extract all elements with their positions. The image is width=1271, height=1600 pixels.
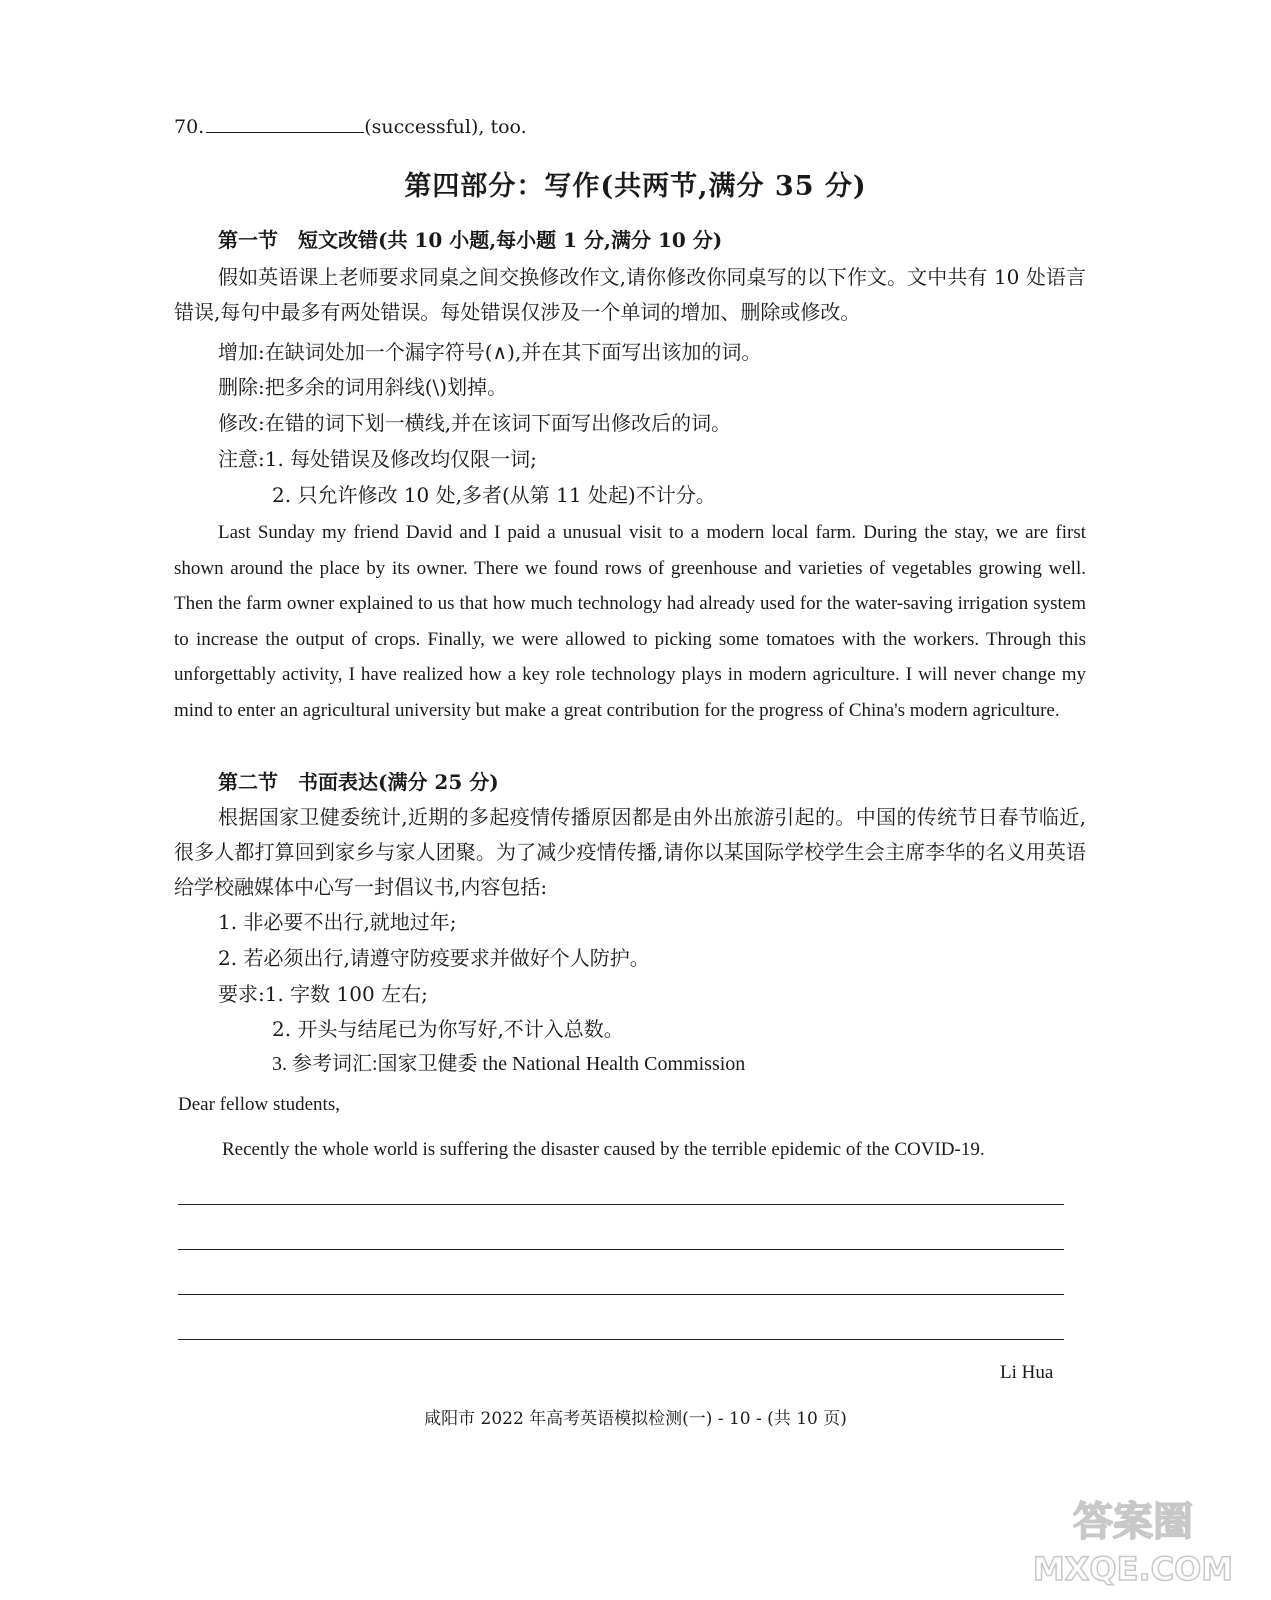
writing-line	[178, 1339, 1064, 1340]
error-correction-passage: Last Sunday my friend David and I paid a unusual visit to a modern local farm. During the stay, we are first shown around the place by its owner. There we found rows of greenhouse and varieties of vegetables growing well. Then the farm owner explained to us that how much technology had already used for the water-saving irrigation system to increase the output of crops. Finally, we were allowed to picking some tomatoes with the workers. Through this unforgettably activity, I have realized how a key role technology plays in modern agriculture. I will never change my mind to enter an agricultural university but make a great contribution for the progress of China's modern agriculture.	[174, 522, 1086, 721]
question-70	[174, 114, 527, 138]
writing-line	[178, 1249, 1064, 1250]
answer-blank	[206, 114, 364, 133]
instruction-modify: 修改:在错的词下划一横线,并在该词下面写出修改后的词。	[218, 411, 732, 435]
content-item-2: 2. 若必须出行,请遵守防疫要求并做好个人防护。	[218, 946, 650, 970]
requirement-2: 2. 开头与结尾已为你写好,不计入总数。	[272, 1017, 624, 1041]
page-footer: 咸阳市 2022 年高考英语模拟检测(一) - 10 - (共 10 页)	[424, 1409, 847, 1429]
opening-sentence: Recently the whole world is suffering the disaster caused by the terrible epidemic of the COVID-19.	[222, 1139, 985, 1160]
salutation: Dear fellow students,	[178, 1094, 340, 1115]
section1-heading: 第一节 短文改错(共 10 小题,每小题 1 分,满分 10 分)	[218, 228, 723, 252]
content-item-1: 1. 非必要不出行,就地过年;	[218, 910, 457, 934]
watermark-top-text: 答案圈	[1073, 1499, 1193, 1545]
requirement-3: 3. 参考词汇:国家卫健委 the National Health Commission	[272, 1053, 746, 1075]
section1-intro: 假如英语课上老师要求同桌之间交换修改作文,请你修改你同桌写的以下作文。文中共有 10 处语言错误,每句中最多有两处错误。每处错误仅涉及一个单词的增加、删除或修改。	[174, 265, 1086, 324]
section2-heading: 第二节 书面表达(满分 25 分)	[218, 770, 499, 794]
watermark-bottom-text: MXQE.COM	[1033, 1550, 1233, 1588]
question-number: 70.	[174, 116, 205, 138]
instruction-add: 增加:在缺词处加一个漏字符号(∧),并在其下面写出该加的词。	[218, 340, 762, 364]
instruction-delete: 删除:把多余的词用斜线(\)划掉。	[218, 375, 508, 399]
note-2: 2. 只允许修改 10 处,多者(从第 11 处起)不计分。	[272, 483, 716, 507]
signature: Li Hua	[1000, 1362, 1054, 1383]
note-1: 注意:1. 每处错误及修改均仅限一词;	[218, 447, 537, 471]
writing-line	[178, 1294, 1064, 1295]
watermark-logo	[1033, 1490, 1233, 1590]
section2-intro: 根据国家卫健委统计,近期的多起疫情传播原因都是由外出旅游引起的。中国的传统节日春节临近,很多人都打算回到家乡与家人团聚。为了减少疫情传播,请你以某国际学校学生会主席李华的名义用英语给学校融媒体中心写一封倡议书,内容包括:	[174, 805, 1086, 899]
part-title: 第四部分：写作(共两节,满分 35 分)	[404, 171, 867, 202]
question-hint: (successful), too.	[364, 116, 527, 138]
requirement-1: 要求:1. 字数 100 左右;	[218, 982, 428, 1006]
watermark-icon	[1033, 1490, 1233, 1590]
writing-line	[178, 1204, 1064, 1205]
